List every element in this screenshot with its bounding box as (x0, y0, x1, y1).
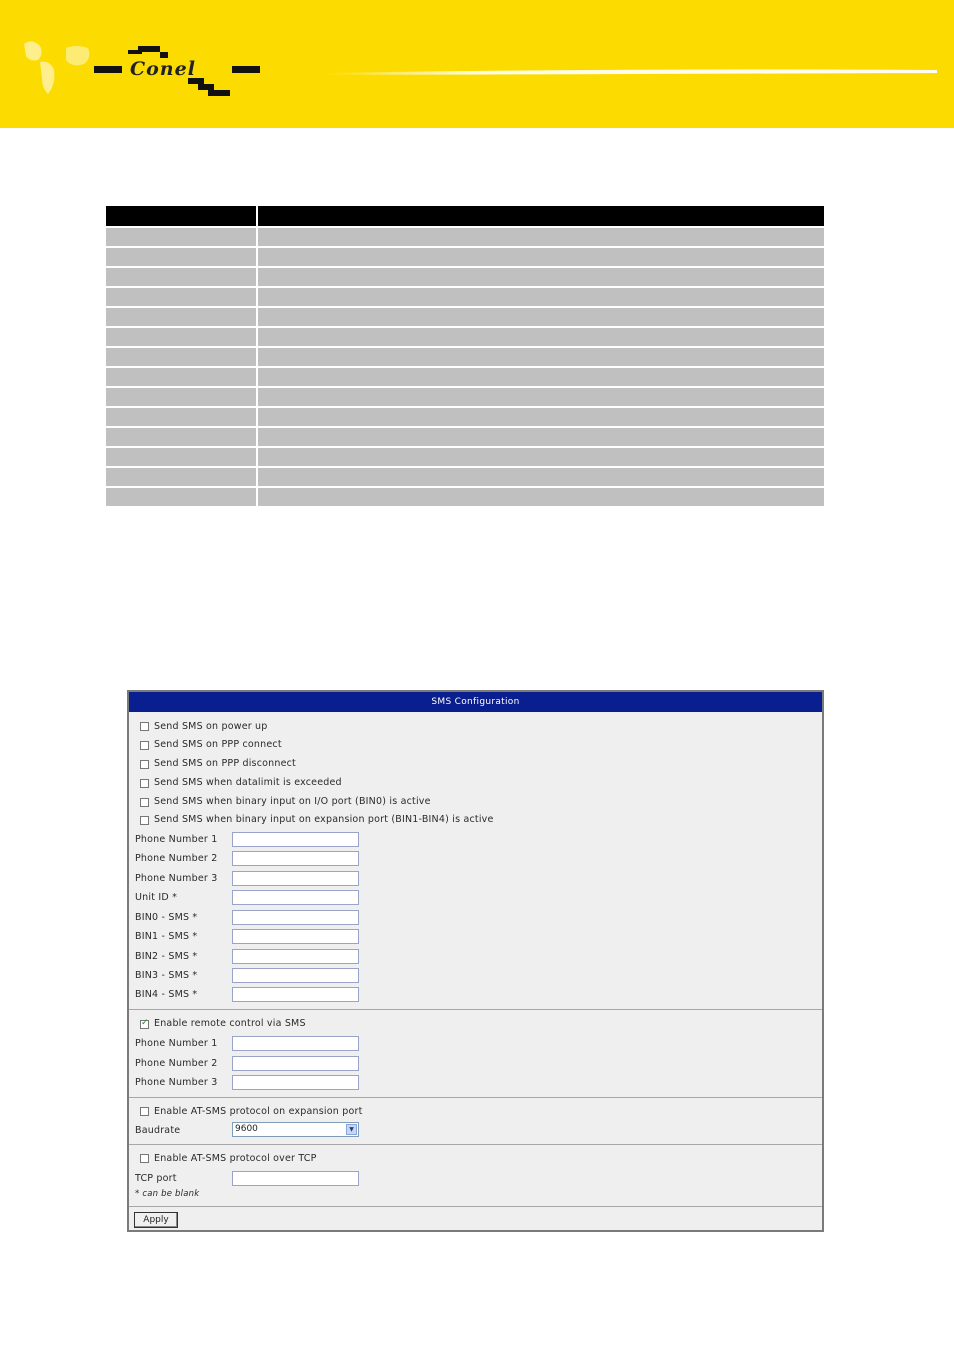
bin3-sms-input[interactable] (232, 968, 359, 983)
baudrate-select[interactable] (232, 1122, 359, 1137)
send-sms-bin0-checkbox[interactable] (140, 798, 149, 807)
bin4-sms-input[interactable] (232, 987, 359, 1002)
table-row (106, 306, 824, 326)
field-label: Phone Number 1 (135, 834, 218, 845)
table-row (106, 426, 824, 446)
chevron-down-icon[interactable]: ▼ (346, 1124, 357, 1135)
checkbox-label: Enable AT-SMS protocol on expansion port (154, 1106, 363, 1117)
phone-number-2-input[interactable] (232, 851, 359, 866)
checkbox-label: Send SMS on PPP disconnect (154, 758, 296, 769)
table-row (106, 326, 824, 346)
field-label: BIN0 - SMS * (135, 912, 198, 923)
phone-number-1-input[interactable] (232, 832, 359, 847)
send-sms-ppp-connect-checkbox[interactable] (140, 741, 149, 750)
unit-id-input[interactable] (232, 890, 359, 905)
table-row (106, 366, 824, 386)
bin2-sms-input[interactable] (232, 949, 359, 964)
blank-note: * can be blank (135, 1189, 200, 1199)
field-label: Phone Number 1 (135, 1038, 218, 1049)
baudrate-selected-value: 9600 (235, 1124, 258, 1134)
table-header-row (106, 206, 824, 226)
section-divider (129, 1097, 822, 1098)
table-row (106, 466, 824, 486)
table-row (106, 486, 824, 506)
send-sms-datalimit-checkbox[interactable] (140, 779, 149, 788)
bin0-sms-input[interactable] (232, 910, 359, 925)
field-label: Phone Number 2 (135, 1058, 218, 1069)
table-row (106, 346, 824, 366)
table-row (106, 246, 824, 266)
send-sms-power-up-checkbox[interactable] (140, 722, 149, 731)
field-label: Phone Number 3 (135, 873, 218, 884)
table-row (106, 406, 824, 426)
field-label: Baudrate (135, 1125, 181, 1136)
checkbox-label: Send SMS on power up (154, 721, 268, 732)
checkbox-label: Send SMS when datalimit is exceeded (154, 777, 342, 788)
checkbox-label: Enable AT-SMS protocol over TCP (154, 1153, 317, 1164)
bin1-sms-input[interactable] (232, 929, 359, 944)
apply-button[interactable]: Apply (134, 1212, 178, 1228)
section-divider (129, 1206, 822, 1207)
send-sms-expansion-bin-checkbox[interactable] (140, 816, 149, 825)
table-row (106, 446, 824, 466)
checkbox-label: Send SMS on PPP connect (154, 739, 282, 750)
field-label: Unit ID * (135, 892, 178, 903)
field-label: BIN4 - SMS * (135, 989, 198, 1000)
enable-at-sms-tcp-checkbox[interactable] (140, 1154, 149, 1163)
remote-phone-number-2-input[interactable] (232, 1056, 359, 1071)
sms-configuration-panel (127, 690, 824, 1232)
tcp-port-input[interactable] (232, 1171, 359, 1186)
table-row (106, 286, 824, 306)
panel-title: SMS Configuration (129, 692, 822, 712)
field-label: Phone Number 3 (135, 1077, 218, 1088)
field-label: BIN3 - SMS * (135, 970, 198, 981)
field-label: TCP port (135, 1173, 177, 1184)
section-divider (129, 1144, 822, 1145)
checkbox-label: Send SMS when binary input on expansion port (BIN1-BIN4) is active (154, 814, 494, 825)
table-row (106, 226, 824, 246)
send-sms-ppp-disconnect-checkbox[interactable] (140, 760, 149, 769)
checkbox-label: Enable remote control via SMS (154, 1018, 306, 1029)
remote-phone-number-1-input[interactable] (232, 1036, 359, 1051)
field-label: Phone Number 2 (135, 853, 218, 864)
page-header (0, 0, 954, 128)
enable-remote-control-checkbox[interactable] (140, 1020, 149, 1029)
phone-number-3-input[interactable] (232, 871, 359, 886)
brand-logo-text: Conel (130, 58, 196, 80)
checkbox-label: Send SMS when binary input on I/O port (BIN0) is active (154, 796, 431, 807)
field-label: BIN2 - SMS * (135, 951, 198, 962)
enable-at-sms-expansion-checkbox[interactable] (140, 1107, 149, 1116)
header-swoosh-icon (325, 64, 937, 78)
table-row (106, 386, 824, 406)
parameter-table (106, 206, 824, 506)
remote-phone-number-3-input[interactable] (232, 1075, 359, 1090)
table-row (106, 266, 824, 286)
field-label: BIN1 - SMS * (135, 931, 198, 942)
section-divider (129, 1009, 822, 1010)
